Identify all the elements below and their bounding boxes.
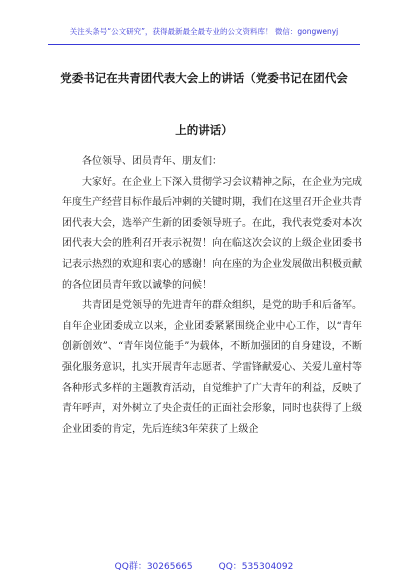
header-notice: 关注头条号“公文研究”，获得最新最全最专业的公文资料库！ 微信：gongwenyj xyxy=(69,27,339,36)
footer-qq-group: QQ群：30265665 xyxy=(114,562,193,572)
document-title-line-1: 党委书记在共青团代表大会上的讲话（党委书记在团代会 xyxy=(60,71,348,85)
body-paragraph: 共青团是党领导的先进青年的群众组织，是党的助手和后备军。自年企业团委成立以来，企业团委紧紧围绕企业中心工作，以“青年创新创效”、“青年岗位能手”为载体，不断加强团的自身建设，不断强化服务意识，扎实开展青年志愿者、学雷锋献爱心、关爱儿童村等各种形式多样的主题教育活动，自觉维护了广大青年的利益，反映了青年呼声，对外树立了央企责任的正面社会形象，同时也获得了上级企业团委的肯定，先后连续3年荣获了上级企 xyxy=(62,300,362,435)
footer-contact xyxy=(0,559,408,572)
salutation-paragraph: 各位领导、团员青年、朋友们： xyxy=(82,156,222,167)
body-paragraph: 大家好。在企业上下深入贯彻学习会议精神之际，在企业为完成年度生产经营目标作最后冲刺的关键时期，我们在这里召开企业共青团代表大会，选举产生新的团委领导班子。在此，我代表党委对本次团代表大会的胜利召开表示祝贺！向在临这次会议的上级企业团委书记表示热烈的欢迎和衷心的感谢！向在座的为企业发展做出积极贡献的各位团员青年致以诚挚的问候！ xyxy=(62,176,362,291)
footer-qq: QQ：535304092 xyxy=(218,562,294,572)
header-divider xyxy=(48,44,360,45)
document-body xyxy=(62,152,362,440)
document-title-line-2: 上的讲话） xyxy=(175,123,233,137)
